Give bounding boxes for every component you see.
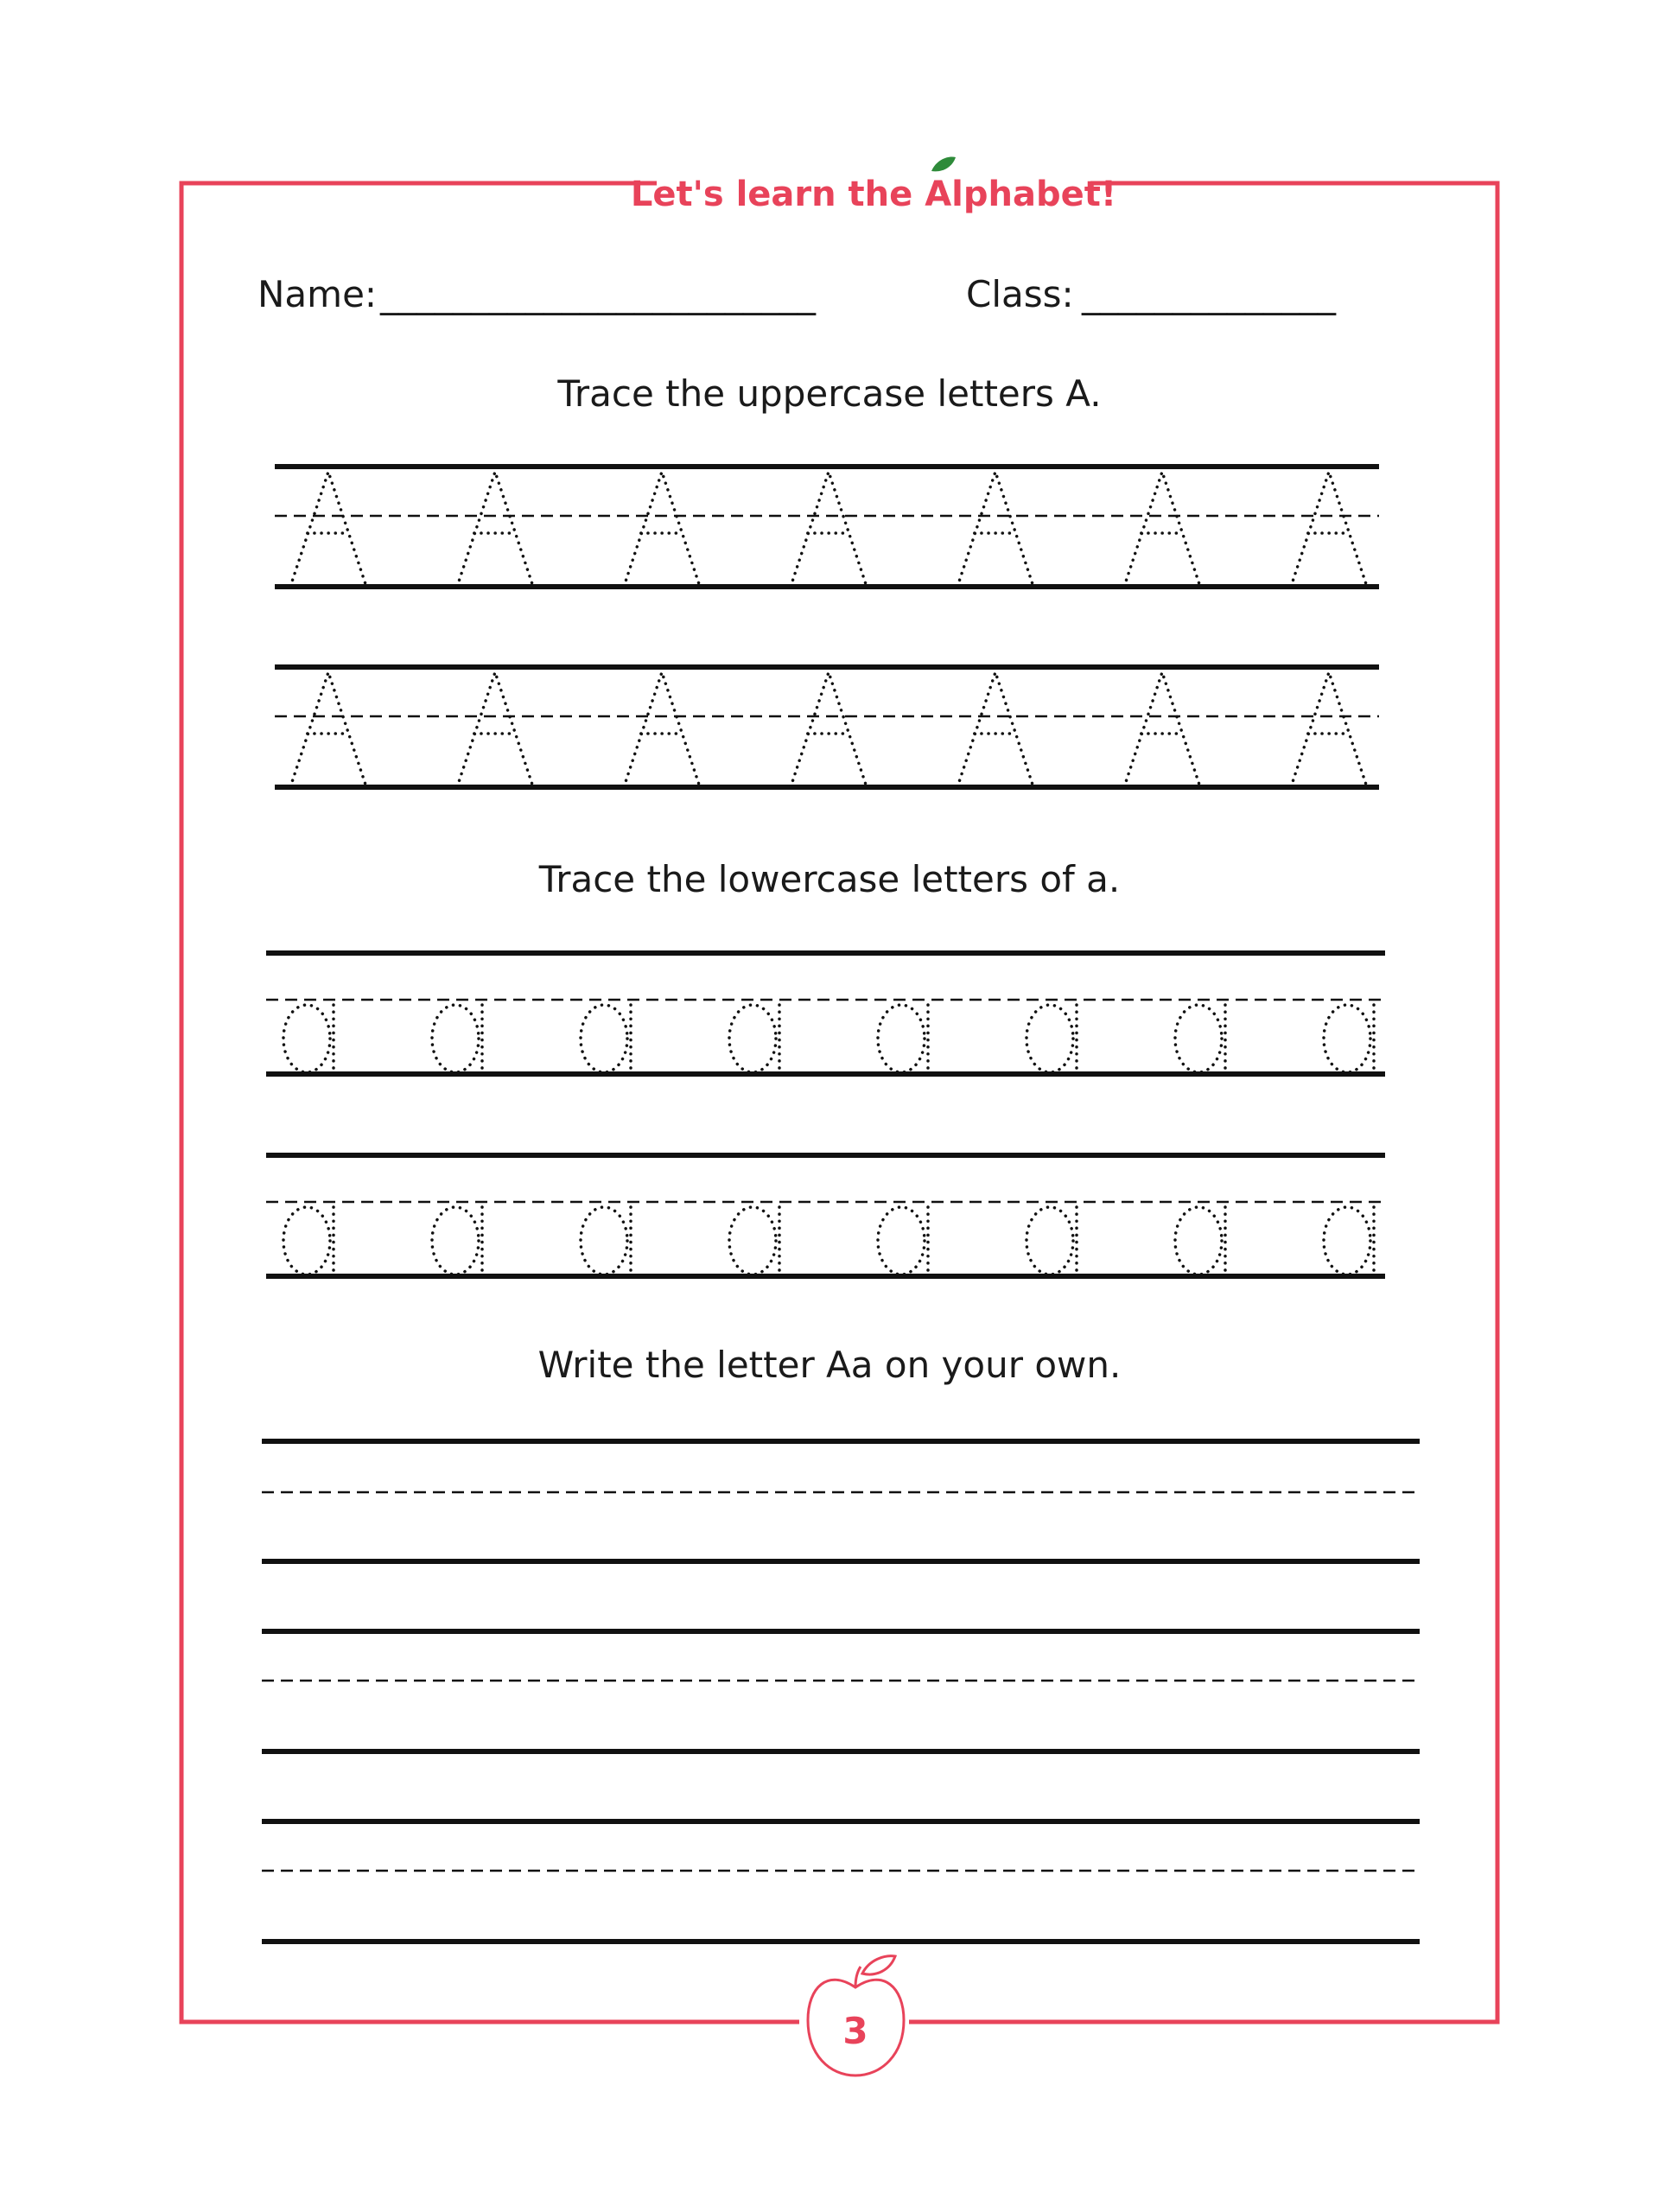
lowercase-trace-row-1 bbox=[266, 953, 1385, 1074]
trace-letter-uppercase-a[interactable] bbox=[457, 472, 533, 587]
page-title: Let's learn the Alphabet! bbox=[630, 175, 1117, 214]
uppercase-trace-row-1 bbox=[275, 467, 1379, 587]
trace-letter-lowercase-a[interactable] bbox=[729, 1207, 779, 1276]
trace-letter-lowercase-a[interactable] bbox=[1175, 1207, 1225, 1276]
trace-letter-lowercase-a[interactable] bbox=[1324, 1005, 1374, 1074]
trace-letter-uppercase-a[interactable] bbox=[791, 672, 867, 787]
lowercase-trace-row-2 bbox=[266, 1155, 1385, 1276]
trace-letter-uppercase-a[interactable] bbox=[624, 472, 700, 587]
trace-letter-uppercase-a[interactable] bbox=[791, 472, 867, 587]
page-frame bbox=[181, 183, 1497, 2022]
trace-letter-lowercase-a[interactable] bbox=[1175, 1005, 1225, 1074]
trace-letter-lowercase-a[interactable] bbox=[581, 1207, 631, 1276]
name-label: Name: bbox=[257, 273, 378, 315]
own-instruction: Write the letter Aa on your own. bbox=[537, 1344, 1122, 1386]
trace-letter-lowercase-a[interactable] bbox=[729, 1005, 779, 1074]
writing-row-3[interactable] bbox=[262, 1821, 1420, 1942]
trace-letter-lowercase-a[interactable] bbox=[878, 1005, 928, 1074]
uppercase-instruction: Trace the uppercase letters A. bbox=[557, 372, 1102, 415]
trace-letter-uppercase-a[interactable] bbox=[1291, 472, 1367, 587]
trace-letter-uppercase-a[interactable] bbox=[290, 672, 366, 787]
trace-letter-uppercase-a[interactable] bbox=[1291, 672, 1367, 787]
trace-letter-lowercase-a[interactable] bbox=[1027, 1207, 1077, 1276]
uppercase-trace-row-2 bbox=[275, 667, 1379, 787]
trace-letter-uppercase-a[interactable] bbox=[957, 672, 1033, 787]
class-label: Class: bbox=[966, 273, 1074, 315]
trace-letter-uppercase-a[interactable] bbox=[1124, 472, 1200, 587]
trace-letter-lowercase-a[interactable] bbox=[432, 1207, 482, 1276]
class-field[interactable]: ______________ bbox=[1082, 273, 1336, 315]
trace-letter-lowercase-a[interactable] bbox=[581, 1005, 631, 1074]
name-field[interactable]: ________________________ bbox=[380, 273, 816, 315]
writing-row-2[interactable] bbox=[262, 1631, 1420, 1751]
trace-letter-uppercase-a[interactable] bbox=[457, 672, 533, 787]
trace-letter-lowercase-a[interactable] bbox=[432, 1005, 482, 1074]
trace-letter-uppercase-a[interactable] bbox=[290, 472, 366, 587]
trace-letter-uppercase-a[interactable] bbox=[1124, 672, 1200, 787]
lowercase-instruction: Trace the lowercase letters of a. bbox=[538, 858, 1121, 900]
page-number: 3 bbox=[842, 2010, 868, 2052]
trace-letter-lowercase-a[interactable] bbox=[878, 1207, 928, 1276]
trace-letter-lowercase-a[interactable] bbox=[283, 1207, 334, 1276]
trace-letter-lowercase-a[interactable] bbox=[283, 1005, 334, 1074]
trace-letter-uppercase-a[interactable] bbox=[957, 472, 1033, 587]
trace-letter-lowercase-a[interactable] bbox=[1027, 1005, 1077, 1074]
trace-letter-lowercase-a[interactable] bbox=[1324, 1207, 1374, 1276]
trace-letter-uppercase-a[interactable] bbox=[624, 672, 700, 787]
leaf-icon bbox=[931, 157, 956, 172]
writing-row-1[interactable] bbox=[262, 1441, 1420, 1561]
